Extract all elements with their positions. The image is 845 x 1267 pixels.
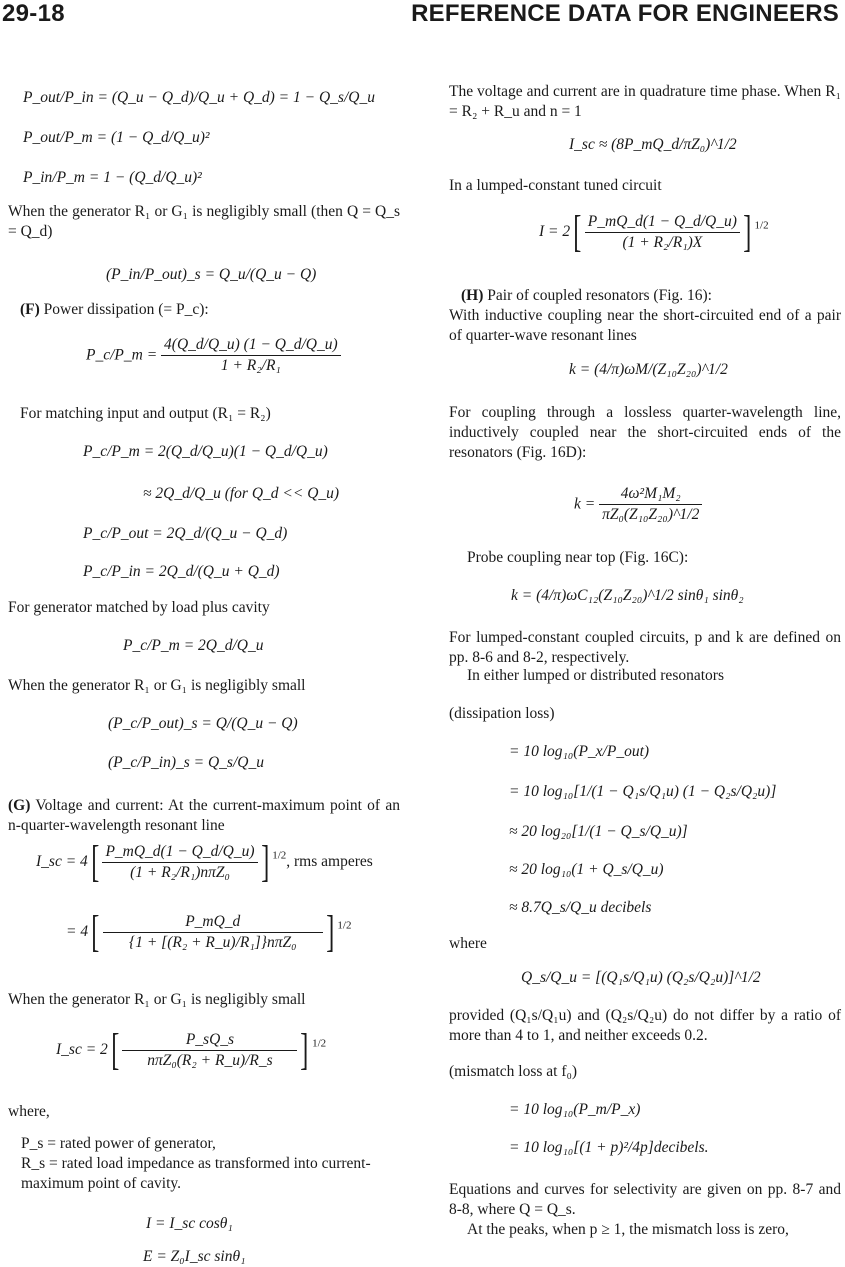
left-bracket: [ xyxy=(111,1025,120,1074)
equation: = 10 log₁₀[(1 + p)²/4p]decibels. xyxy=(509,1139,709,1156)
numerator: 4ω²M₁M₂ xyxy=(599,484,702,505)
paragraph: With inductive coupling near the short-circuited end of a pair of quarter-wave resonant lines xyxy=(449,307,841,344)
fraction xyxy=(102,842,257,883)
section-label: (H) xyxy=(461,287,484,304)
equation: P_c/P_m = 2(Q_d/Q_u)(1 − Q_d/Q_u) xyxy=(83,443,328,460)
paragraph: Equations and curves for selectivity are given on pp. 8-7 and 8-8, where Q = Q_s. xyxy=(449,1181,841,1218)
section-heading-g xyxy=(8,796,400,836)
right-bracket: ] xyxy=(260,837,269,886)
equation-bracket: I = 2[ $\frac{P\_mQ\_d(1 - Q\_d/Q\_u)}{\text{(1 + R₂/R₁)X}}$ ] $^{1/2}$ xyxy=(539,207,769,256)
section-title: Pair of coupled resonators (Fig. 16): xyxy=(487,287,712,304)
equation: k = (4/π)ωC₁₂(Z₁₀Z₂₀)^1/2 sinθ₁ sinθ₂ xyxy=(511,587,744,604)
equation: P_c/P_in = 2Q_d/(Q_u + Q_d) xyxy=(83,563,280,580)
numerator: P_mQ_d(1 − Q_d/Q_u) xyxy=(102,842,257,863)
section-label: (F) xyxy=(20,301,40,318)
equation: ≈ 20 log₂₀[1/(1 − Q_s/Q_u)] xyxy=(509,823,688,840)
equation-lhs: I_sc = 4 xyxy=(36,853,88,870)
equation: ≈ 20 log₁₀(1 + Q_s/Q_u) xyxy=(509,861,664,878)
paragraph: For coupling through a lossless quarter-wavelength line, inductively coupled near the short-circuited ends of the resonators (Fig. 16D): xyxy=(449,404,841,461)
fraction xyxy=(103,912,323,953)
equation-lhs: k = xyxy=(574,495,596,513)
denominator: (1 + R₂/R₁)X xyxy=(622,233,703,251)
equation-lhs: I = 2 xyxy=(539,223,571,240)
numerator: P_sQ_s xyxy=(122,1030,297,1051)
paragraph: The voltage and current are in quadrature time phase. When R₁ = R₂ + R_u and n = 1 xyxy=(449,83,841,120)
paragraph: When the generator R₁ or G₁ is negligibly small xyxy=(8,991,306,1008)
paragraph: where xyxy=(449,935,487,952)
unit-label: , rms amperes xyxy=(286,853,373,870)
paragraph: For generator matched by load plus cavity xyxy=(8,599,270,616)
equation: k = (4/π)ωM/(Z₁₀Z₂₀)^1/2 xyxy=(569,361,728,378)
denominator: nπZ₀(R₂ + R_u)/R_s xyxy=(147,1051,273,1069)
fraction xyxy=(122,1030,297,1071)
equation: = 10 log₁₀(P_x/P_out) xyxy=(509,743,650,760)
left-bracket: [ xyxy=(573,207,582,256)
paragraph: In either lumped or distributed resonators xyxy=(467,667,724,684)
section-label: (G) xyxy=(8,797,31,814)
equation: = 10 log₁₀(P_m/P_x) xyxy=(509,1101,641,1118)
paragraph: When the generator R₁ or G₁ is negligibly small xyxy=(8,677,306,694)
equation: I_sc ≈ (8P_mQ_d/πZ₀)^1/2 xyxy=(569,136,737,153)
section-heading-f xyxy=(20,300,209,320)
right-bracket: ] xyxy=(300,1025,309,1074)
paragraph: Probe coupling near top (Fig. 16C): xyxy=(467,549,689,566)
running-title: REFERENCE DATA FOR ENGINEERS xyxy=(411,0,839,27)
equation-lhs: P_c/P_m = xyxy=(86,346,158,364)
equation: ≈ 2Q_d/Q_u (for Q_d << Q_u) xyxy=(143,485,340,502)
equation: (P_c/P_in)_s = Q_s/Q_u xyxy=(108,754,264,771)
paragraph: (dissipation loss) xyxy=(449,705,555,722)
right-bracket: ] xyxy=(326,907,335,956)
paragraph: provided (Q₁s/Q₁u) and (Q₂s/Q₂u) do not differ by a ratio of more than 4 to 1, and neither exceeds 0.2. xyxy=(449,1007,841,1044)
definition: R_s = rated load impedance as transformed into current-maximum point of cavity. xyxy=(21,1155,371,1192)
equation: P_in/P_m = 1 − (Q_d/Q_u)² xyxy=(23,169,202,186)
fraction xyxy=(585,212,740,253)
denominator: 1 + R₂/R₁ xyxy=(220,357,281,374)
numerator: P_mQ_d xyxy=(103,912,323,933)
equation: ≈ 8.7Q_s/Q_u decibels xyxy=(509,899,652,916)
paragraph: For lumped-constant coupled circuits, p and k are defined on pp. 8-6 and 8-2, respectively. xyxy=(449,629,841,666)
page-number: 29-18 xyxy=(2,0,65,27)
equation-lhs: = 4 xyxy=(66,923,89,940)
numerator: 4(Q_d/Q_u) (1 − Q_d/Q_u) xyxy=(161,335,341,356)
definition: P_s = rated power of generator, xyxy=(21,1135,216,1152)
paragraph: For matching input and output (R₁ = R₂) xyxy=(20,405,271,422)
paragraph: When the generator R₁ or G₁ is negligibly small (then Q = Q_s = Q_d) xyxy=(8,203,400,240)
equation: P_c/P_out = 2Q_d/(Q_u − Q_d) xyxy=(83,525,288,542)
right-bracket: ] xyxy=(743,207,752,256)
equation-fraction xyxy=(86,335,341,376)
equation: Q_s/Q_u = [(Q₁s/Q₁u) (Q₂s/Q₂u)]^1/2 xyxy=(521,969,761,986)
equation-fraction xyxy=(574,484,702,525)
equation: P_out/P_in = (Q_u − Q_d)/Q_u + Q_d) = 1 − Q_s/Q_u xyxy=(23,89,375,106)
equation-bracket: = 4[ $\frac{P\_mQ\_d}{\text{\{1 + [(R₂ + R\_u)/R₁]\}nπZ₀}}$ ] $^{1/2}$ xyxy=(66,907,352,956)
fraction xyxy=(599,484,702,525)
denominator: {1 + [(R₂ + R_u)/R₁]}nπZ₀ xyxy=(129,933,297,951)
section-title: Power dissipation (= P_c): xyxy=(43,301,209,318)
paragraph: In a lumped-constant tuned circuit xyxy=(449,177,662,194)
equation-lhs: I_sc = 2 xyxy=(56,1041,108,1058)
left-bracket: [ xyxy=(91,907,100,956)
equation: (P_in/P_out)_s = Q_u/(Q_u − Q) xyxy=(106,266,317,283)
paragraph: where, xyxy=(8,1103,50,1120)
paragraph: (mismatch loss at f₀) xyxy=(449,1063,578,1080)
equation: E = Z₀I_sc sinθ₁ xyxy=(143,1248,246,1265)
denominator: πZ₀(Z₁₀Z₂₀)^1/2 xyxy=(602,506,700,523)
equation: P_out/P_m = (1 − Q_d/Q_u)² xyxy=(23,129,210,146)
equation-bracket: I_sc = 2[ $\frac{P\_sQ\_s}{\text{nπZ₀(R₂ + R\_u)/R\_s}}$ ] $^{1/2}$ xyxy=(56,1025,327,1074)
paragraph: At the peaks, when p ≥ 1, the mismatch loss is zero, xyxy=(467,1221,789,1238)
equation: P_c/P_m = 2Q_d/Q_u xyxy=(123,637,264,654)
fraction xyxy=(161,335,341,376)
section-title: Voltage and current: At the current-maximum point of an n-quarter-wavelength resonant line xyxy=(8,797,400,834)
equation: (P_c/P_out)_s = Q/(Q_u − Q) xyxy=(108,715,298,732)
numerator: P_mQ_d(1 − Q_d/Q_u) xyxy=(585,212,740,233)
denominator: (1 + R₂/R₁)nπZ₀ xyxy=(130,863,230,881)
left-bracket: [ xyxy=(91,837,100,886)
equation: = 10 log₁₀[1/(1 − Q₁s/Q₁u) (1 − Q₂s/Q₂u)] xyxy=(509,783,777,800)
equation: I = I_sc cosθ₁ xyxy=(146,1215,233,1232)
equation-bracket: I_sc = 4[ $\frac{P\_mQ\_d(1 - Q\_d/Q\_u)}{\text{(1 + R₂/R₁)nπZ₀}}$ ] $^{1/2}$, rms amperes xyxy=(36,837,373,886)
section-heading-h xyxy=(461,286,712,306)
